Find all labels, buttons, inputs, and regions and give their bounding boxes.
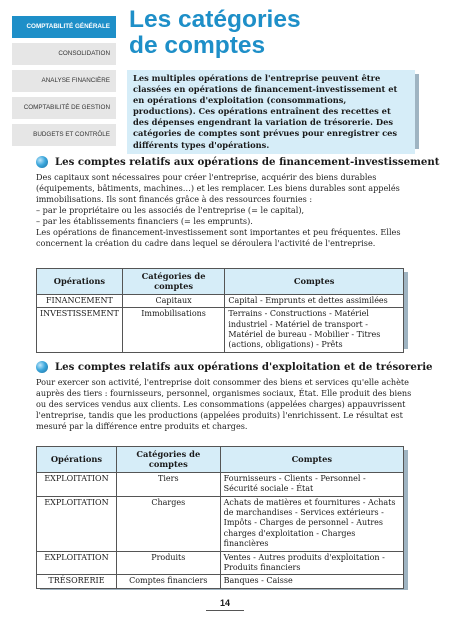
table-cell: Ventes - Autres produits d'exploitation - Produits financiers xyxy=(220,551,403,575)
tab-comptabilite-generale[interactable]: COMPTABILITÉ GÉNÉRALE xyxy=(12,16,116,38)
column-header: Catégories de comptes xyxy=(122,269,225,295)
section-1-title: Les comptes relatifs aux opérations de financement-investissement xyxy=(55,156,440,168)
tab-comptabilite-de-gestion[interactable]: COMPTABILITÉ DE GESTION xyxy=(12,97,116,119)
column-header: Comptes xyxy=(220,447,403,473)
table-cell: Produits xyxy=(116,551,220,575)
section-2-title: Les comptes relatifs aux opérations d'exploitation et de trésorerie xyxy=(55,361,433,373)
table-row xyxy=(37,308,404,353)
tab-budgets-et-controle[interactable]: BUDGETS ET CONTRÔLE xyxy=(12,124,116,146)
column-header: Opérations xyxy=(37,269,123,295)
bullet-icon xyxy=(36,361,48,373)
bullet-icon xyxy=(36,156,48,168)
section-2-heading xyxy=(36,361,433,373)
table-row xyxy=(37,575,404,588)
table-2 xyxy=(36,446,404,589)
table-cell: Capital - Emprunts et dettes assimilées xyxy=(225,294,404,307)
page-title-line-1: Les catégories xyxy=(129,6,301,33)
paragraph: Pour exercer son activité, l'entreprise doit consommer des biens et services qu'elle achète auprès des tiers : fournisseurs, personnel, organismes sociaux, État. Elle produit des biens ou des services vendus aux clients. Les consommations (appelées charges) appauvrissent l'entreprise, tandis que les productions (appelées produits) l'enrichissent. Le résultat est mesuré par la différence entre produits et charges. xyxy=(36,377,412,431)
tab-consolidation[interactable]: CONSOLIDATION xyxy=(12,43,116,65)
table-cell: Banques - Caisse xyxy=(220,575,403,588)
table-row xyxy=(37,551,404,575)
table-cell: Capitaux xyxy=(122,294,225,307)
table-cell: EXPLOITATION xyxy=(37,472,117,496)
page-title-line-2: de comptes xyxy=(129,32,266,59)
table-row xyxy=(37,496,404,551)
sidebar-tabs xyxy=(12,16,116,151)
intro-box: Les multiples opérations de l'entreprise peuvent être classées en opérations de financement-investissement et en opérations d'exploitation (consommations, productions). Ces opérations entraînent des recettes et des dépenses engendrant la variation de trésorerie. Des catégories de comptes sont prévues pour enregistrer ces différents types d'opérations. xyxy=(127,70,415,154)
list-item: – par les établissements financiers (= les emprunts). xyxy=(36,216,253,226)
table-row xyxy=(37,472,404,496)
table-1 xyxy=(36,268,404,353)
page-number-underline xyxy=(206,610,244,611)
page-number: 14 xyxy=(219,598,230,608)
table-row xyxy=(37,294,404,307)
section-1-heading xyxy=(36,156,440,168)
table-cell: Terrains - Constructions - Matériel industriel - Matériel de transport - Matériel de bureau - Mobilier - Titres (actions, obligations) - Prêts xyxy=(225,308,404,353)
section-2-text xyxy=(36,377,412,432)
table-cell: EXPLOITATION xyxy=(37,551,117,575)
table-cell: Tiers xyxy=(116,472,220,496)
column-header: Comptes xyxy=(225,269,404,295)
column-header: Catégories de comptes xyxy=(116,447,220,473)
paragraph: Des capitaux sont nécessaires pour créer l'entreprise, acquérir des biens durables (équipements, bâtiments, machines…) et les remplacer. Les biens durables sont appelés immobilisations. Ils sont financés grâce à des ressources fournies : xyxy=(36,172,400,204)
table-cell: Immobilisations xyxy=(122,308,225,353)
table-cell: INVESTISSEMENT xyxy=(37,308,123,353)
table-cell: Fournisseurs - Clients - Personnel - Sécurité sociale - État xyxy=(220,472,403,496)
table-cell: FINANCEMENT xyxy=(37,294,123,307)
table-cell: Comptes financiers xyxy=(116,575,220,588)
table-cell: TRÉSORERIE xyxy=(37,575,117,588)
table-cell: Charges xyxy=(116,496,220,551)
tab-analyse-financiere[interactable]: ANALYSE FINANCIÈRE xyxy=(12,70,116,92)
column-header: Opérations xyxy=(37,447,117,473)
table-cell: Achats de matières et fournitures - Achats de marchandises - Services extérieurs - Impôts - Charges de personnel - Autres charges d'exploitation - Charges financières xyxy=(220,496,403,551)
section-1-text xyxy=(36,172,412,249)
list-item: – par le propriétaire ou les associés de l'entreprise (= le capital), xyxy=(36,205,305,215)
page-title xyxy=(129,7,429,59)
paragraph: Les opérations de financement-investissement sont importantes et peu fréquentes. Elles concernent la création du cadre dans lequel se déroulera l'activité de l'entreprise. xyxy=(36,227,401,248)
table-cell: EXPLOITATION xyxy=(37,496,117,551)
